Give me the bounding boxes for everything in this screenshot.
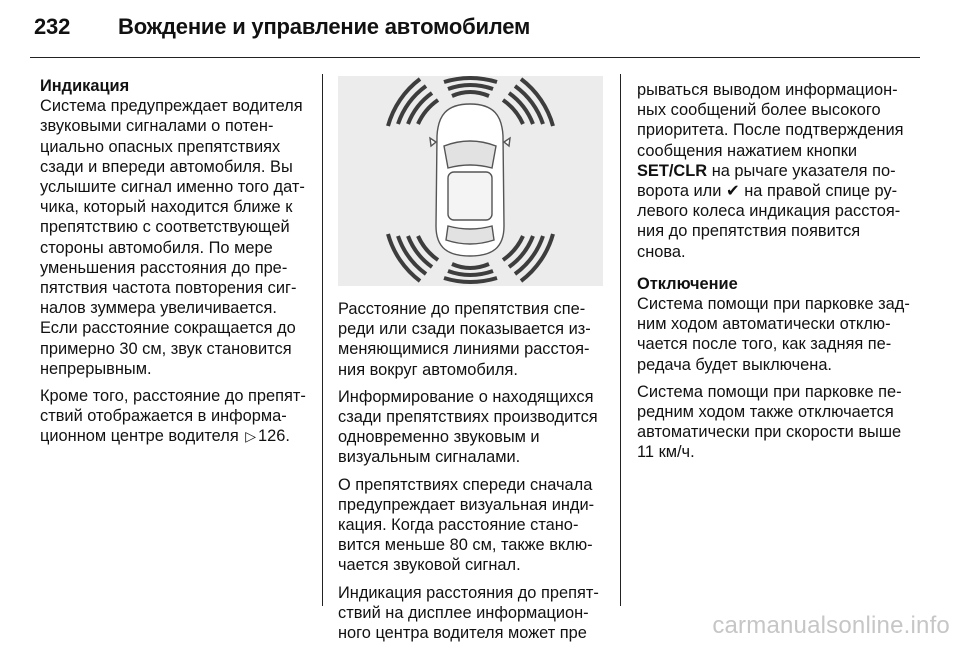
section-heading-indication: Индикация xyxy=(40,77,130,95)
left-paragraph-2 xyxy=(40,386,315,447)
watermark: carmanualsonline.info xyxy=(712,612,950,639)
chapter-title: Вождение и управление автомобилем xyxy=(118,14,531,39)
column-divider-left xyxy=(322,74,323,606)
left-column xyxy=(40,76,315,454)
checkmark-icon: ✔ xyxy=(725,182,740,201)
column-divider-right xyxy=(620,74,621,606)
right-paragraph-1 xyxy=(637,80,912,262)
right-paragraph-1-mid: на рычаге указателя поворота или xyxy=(637,161,896,201)
left-paragraph-1: Система предупреждает водителя звуковыми сигналами о потенциально опасных препятствиях сзади и впереди автомобиля. Вы услышите сигнал именно того датчика, который находится ближе к препятствию с соответствующей стороны автомобиля. По мере уменьшения расстояния до препятствия частота повторения сигналов зуммера увеличивается. Если расстояние сокращается до примерно 30 см, звук становится непрерывным. xyxy=(40,97,305,378)
section-heading-deactivation: Отключение xyxy=(637,274,738,293)
parking-sensor-figure xyxy=(338,76,603,286)
page-reference-arrow-icon: ▷ xyxy=(245,428,257,445)
parking-sensor-car-icon xyxy=(338,76,603,286)
right-paragraph-2: Система помощи при парковке задним ходом автоматически отключается после того, как задняя передача будет выключена. xyxy=(637,295,910,374)
right-paragraph-1-end: на правой спице рулевого колеса индикация расстояния до препятствия появится снова. xyxy=(637,182,901,261)
right-paragraph-1-start: рываться выводом информационных сообщений более высокого приоритета. После подтверждения сообщения нажатием кнопки xyxy=(637,81,904,160)
page-reference-link[interactable]: 126. xyxy=(258,427,290,446)
header-rule xyxy=(30,57,920,58)
page-number: 232 xyxy=(34,14,71,39)
middle-paragraph-1: Расстояние до препятствия спереди или сзади показывается изменяющимися линиями расстояния вокруг автомобиля. xyxy=(338,300,591,379)
right-paragraph-3: Система помощи при парковке передним ходом также отключается автоматически при скорости выше 11 км/ч. xyxy=(637,382,902,462)
set-clr-button-label: SET/CLR xyxy=(637,161,708,180)
right-column xyxy=(637,80,912,470)
middle-column xyxy=(338,299,606,650)
middle-paragraph-4: Индикация расстояния до препятствий на дисплее информационного центра водителя может пре xyxy=(338,583,599,643)
left-paragraph-2-text: Кроме того, расстояние до препятствий отображается в информационном центре водителя xyxy=(40,387,306,446)
car-top-view xyxy=(430,104,510,256)
middle-paragraph-3: О препятствиях спереди сначала предупреждает визуальная индикация. Когда расстояние становится меньше 80 см, также включается звуковой сигнал. xyxy=(338,475,595,575)
middle-paragraph-2: Информирование о находящихся сзади препятствиях производится одновременно звуковым и визуальным сигналами. xyxy=(338,387,598,467)
